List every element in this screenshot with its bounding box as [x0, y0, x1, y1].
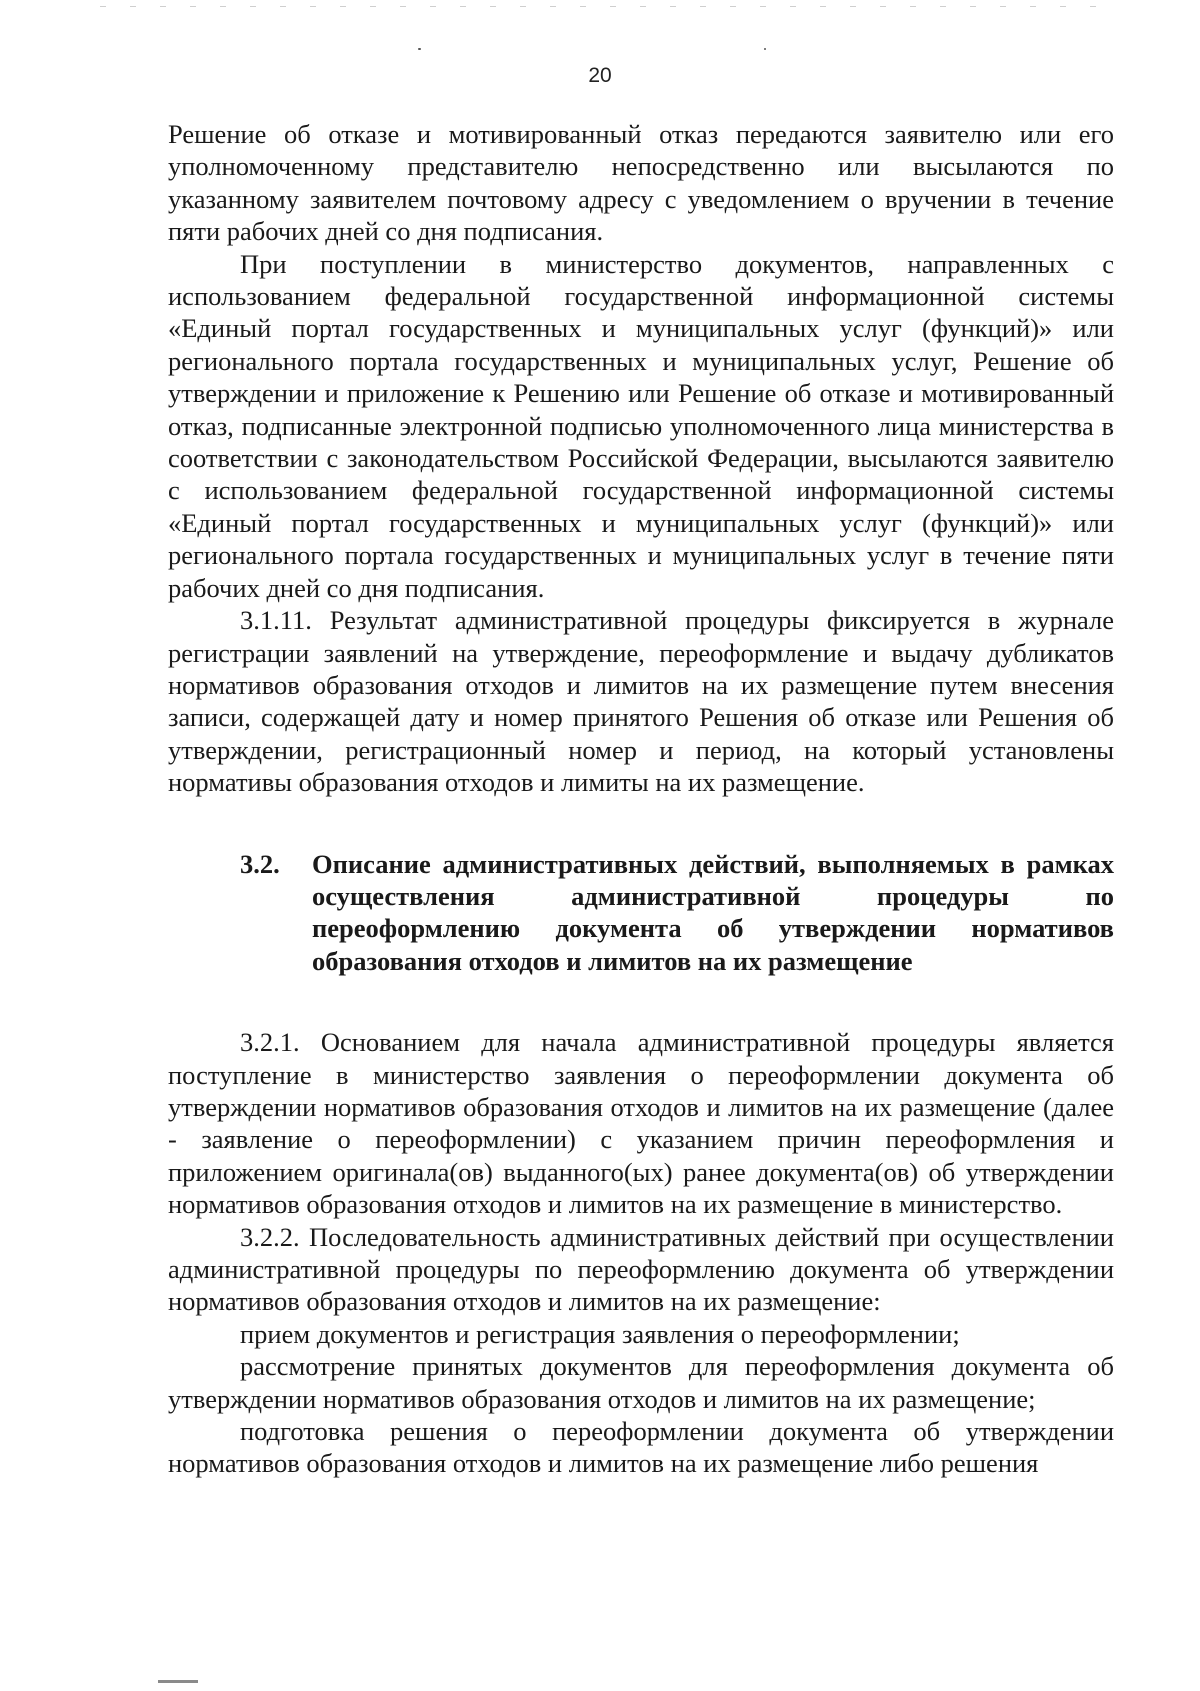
page-number: 20: [588, 64, 612, 87]
scan-edge-artifact: [100, 6, 1100, 7]
paragraph-refusal-delivery: Решение об отказе и мотивированный отказ передаются заявителю или его уполномоченному представителю непосредственно или высылаются по указанному заявителем почтовому адресу с уведомлением о вручении в течение пяти рабочих дней со дня подписания.: [168, 119, 1114, 247]
list-item-reception: прием документов и регистрация заявления о переоформлении;: [240, 1318, 960, 1349]
paragraph-3-1-11: 3.1.11. Результат административной процедуры фиксируется в журнале регистрации заявлений на утверждение, переоформление и выдачу дубликатов нормативов образования отходов и лимитов на их размещение путем внесения записи, содержащей дату и номер принятого Решения об отказе или Решения об утверждении, регистрационный номер и период, на который установлены нормативы образования отходов и лимиты на их размещение.: [168, 605, 1114, 798]
paragraph-3-2-1: 3.2.1. Основанием для начала административной процедуры является поступление в министерство заявления о переоформлении документа об утверждении нормативов образования отходов и лимитов на их размещение (далее - заявление о переоформлении) с указанием причин переоформления и приложением оригинала(ов) выданного(ых) ранее документа(ов) об утверждении нормативов образования отходов и лимитов на их размещение в министерство.: [168, 1027, 1114, 1220]
list-item-decision: подготовка решения о переоформлении документа об утверждении нормативов образования отходов и лимитов на их размещение либо решения: [168, 1416, 1114, 1479]
list-item-review: рассмотрение принятых документов для переоформления документа об утверждении нормативов образования отходов и лимитов на их размещение;: [168, 1351, 1114, 1414]
section-heading-number: 3.2.: [240, 848, 280, 879]
scan-speck: [764, 48, 766, 50]
paragraph-electronic-delivery: При поступлении в министерство документов, направленных с использованием федеральной государственной информационной системы «Единый портал государственных и муниципальных услуг (функций)» или регионального портала государственных и муниципальных услуг, Решение об утверждении и приложение к Решению или Решение об отказе и мотивированный отказ, подписанные электронной подписью уполномоченного лица министерства в соответствии с законодательством Российской Федерации, высылаются заявителю с использованием федеральной государственной информационной системы «Единый портал государственных и муниципальных услуг (функций)» или регионального портала государственных и муниципальных услуг в течение пяти рабочих дней со дня подписания.: [168, 248, 1114, 603]
document-body: [168, 118, 1114, 1480]
scan-bottom-mark: [158, 1680, 198, 1683]
section-heading-title: Описание административных действий, выполняемых в рамках осуществления административной процедуры по переоформлению документа об утверждении нормативов образования отходов и лимитов на их размещение: [312, 848, 1114, 976]
section-heading: [168, 848, 1114, 978]
scan-speck: [418, 48, 421, 50]
paragraph-3-2-2: 3.2.2. Последовательность административных действий при осуществлении административной процедуры по переоформлению документа об утверждении нормативов образования отходов и лимитов на их размещение:: [168, 1221, 1114, 1317]
